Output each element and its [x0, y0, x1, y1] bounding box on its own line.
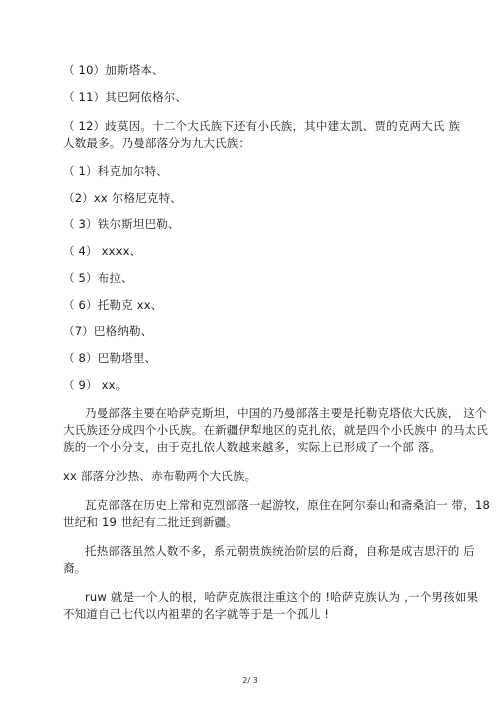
paragraph-line: 大氏族还分成四个小氏族。在新疆伊犁地区的克扎依，就是四个小氏族中 的马太氏 — [63, 423, 489, 437]
paragraph-line: 乃曼部落主要在哈萨克斯坦，中国的乃曼部落主要是托勒克塔依大氏族， 这个 — [85, 406, 487, 420]
paragraph-line: 托热部落虽然人数不多，系元朝贵族统治阶层的后裔，自称是成吉思汗的 后 — [85, 544, 475, 558]
paragraph-line: 裔。 — [63, 561, 87, 575]
list-item: （ 8）巴勒塔里、 — [63, 351, 157, 365]
list-item: （ 1）科克加尔特、 — [63, 164, 168, 178]
list-item: （ 11）其巴阿依格尔、 — [63, 90, 188, 104]
paragraph-line: 瓦克部落在历史上常和克烈部落一起游牧，原住在阿尔泰山和斋桑泊一 带，18 — [85, 498, 490, 512]
page-number: 2/ 3 — [242, 676, 258, 685]
list-item: （ 10）加斯塔本、 — [63, 63, 164, 77]
paragraph-line: 族的一个小分支，由于克扎依人数越来越多，实际上已形成了一个部 落。 — [63, 440, 442, 454]
list-item: （ 4） xxxx、 — [63, 244, 142, 258]
paragraph-line: xx 部落分沙热、赤布勒两个大氏族。 — [63, 469, 257, 483]
paragraph-line: 不知道自己七代以内祖辈的名字就等于是一个孤儿 ! — [63, 607, 330, 621]
list-item: （ 9） xx。 — [63, 378, 128, 392]
list-item: （2）xx 尔格尼克特、 — [63, 191, 182, 205]
list-item: （ 12）歧莫因。十二个大氏族下还有小氏族，其中建太凯、贾的克两大氏 族 — [63, 119, 461, 133]
paragraph-line: 世纪和 19 世纪有二批迁到新疆。 — [63, 515, 238, 529]
list-item-continuation: 人数最多。乃曼部落分为九大氏族： — [63, 136, 251, 150]
paragraph-line: ruw 就是一个人的根，哈萨克族很注重这个的 !哈萨克族认为 ,一个男孩如果 — [85, 590, 479, 604]
list-item: （7）巴格纳勒、 — [63, 324, 153, 338]
list-item: （ 5）布拉、 — [63, 271, 133, 285]
list-item: （ 6）托勒克 xx、 — [63, 298, 163, 312]
list-item: （ 3）铁尔斯坦巴勒、 — [63, 217, 180, 231]
